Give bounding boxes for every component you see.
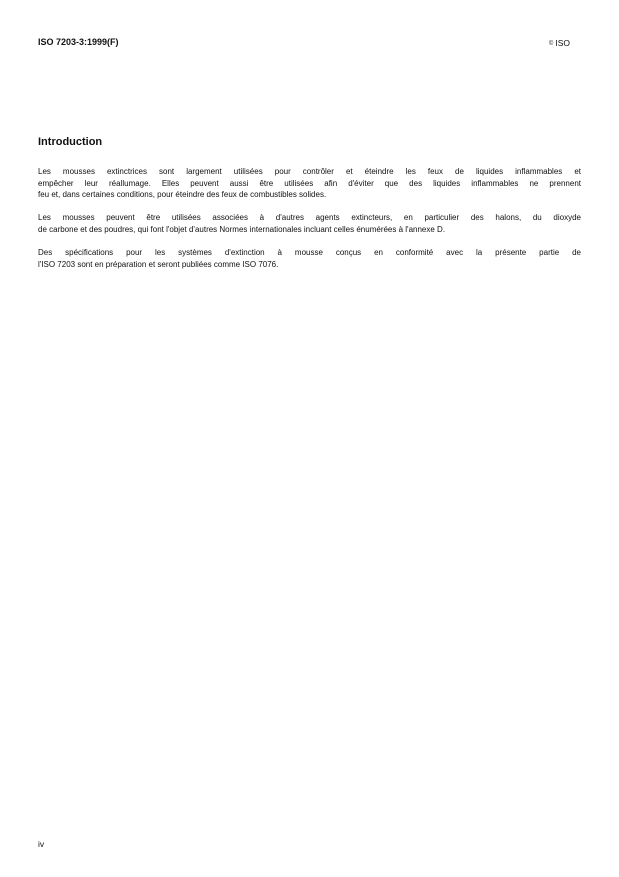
text-line: Des spécifications pour les systèmes d'extinction à mousse conçus en conformité avec la présente partie de <box>38 248 581 257</box>
paragraph-1 <box>38 166 581 201</box>
text-line: de carbone et des poudres, qui font l'objet d'autres Normes internationales incluant celles énumérées à l'annexe D. <box>38 224 446 234</box>
paragraph-2 <box>38 212 581 235</box>
text-line: l'ISO 7203 sont en préparation et seront publiées comme ISO 7076. <box>38 259 279 269</box>
text-line: empêcher leur réallumage. Elles peuvent aussi être utilisées afin d'éviter que des liquides inflammables ne prennent <box>38 178 581 188</box>
copyright-text: ISO <box>555 38 570 48</box>
section-title: Introduction <box>38 136 103 148</box>
text-line: feu et, dans certaines conditions, pour éteindre des feux de combustibles solides. <box>38 190 327 199</box>
text-line: Les mousses extinctrices sont largement utilisées pour contrôler et éteindre les feux de liquides inflammables et <box>38 167 581 176</box>
text-line: Les mousses peuvent être utilisées associées à d'autres agents extincteurs, en particulier des halons, du dioxyde <box>38 213 581 222</box>
copyright-notice <box>549 38 570 48</box>
document-id: ISO 7203-3:1999(F) <box>38 37 119 47</box>
page-number: iv <box>38 839 45 849</box>
copyright-symbol: © <box>548 41 554 47</box>
paragraph-3 <box>38 247 581 270</box>
